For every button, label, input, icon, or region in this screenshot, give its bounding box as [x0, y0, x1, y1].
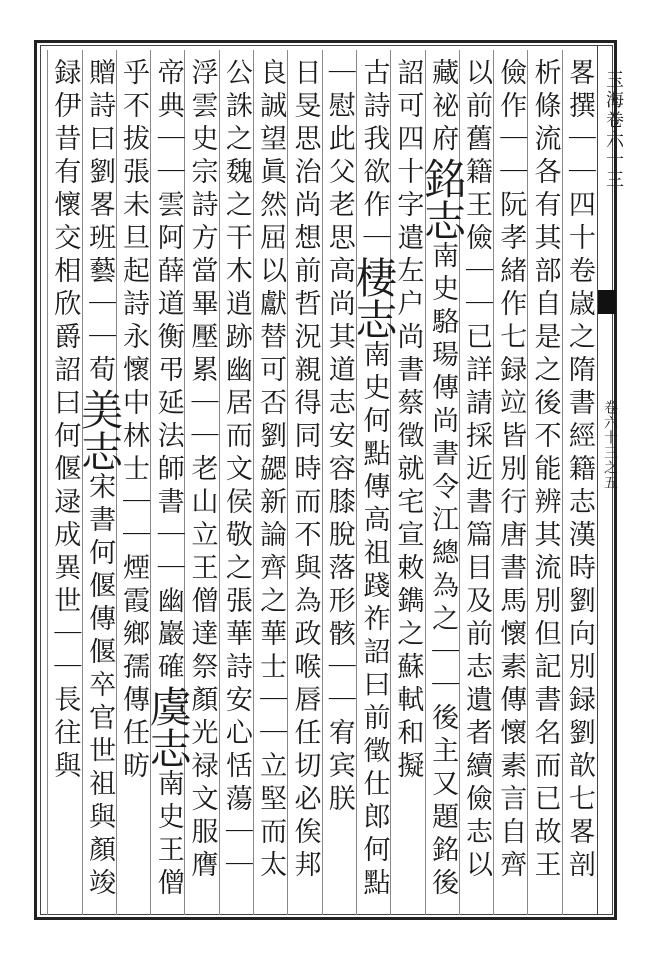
column-text: [289, 58, 321, 883]
text-column: [253, 50, 287, 915]
text-column: [562, 50, 596, 915]
text-segment: 宋書何偃傳偃卒官世祖與顏竣: [84, 472, 116, 901]
text-column: [47, 50, 81, 915]
text-column: [493, 50, 527, 915]
text-segment: 儉作｜｜阮孝緒作七録竝皆別行唐書馬懷素傳懷素言自齊: [495, 58, 527, 883]
column-text: [143, 58, 193, 901]
text-segment: ｜慰此父老思: [323, 58, 355, 256]
text-segment: 詔曰何偃逯成異世｜｜長往與: [49, 355, 81, 784]
text-column: [143, 50, 193, 915]
text-segment: 古詩我欲作｜: [358, 58, 390, 256]
text-segment: 高尚其道志安容膝脫落形骸｜｜宥宾朕: [323, 256, 355, 817]
text-segment: 南史駱瑒傳尚書令江總為之｜｜後主又題銘後: [427, 241, 459, 901]
text-column: [418, 50, 468, 915]
text-segment: 録伊昔有懷交相欣爵: [49, 58, 81, 355]
text-segment: 孺傳任昉: [117, 652, 149, 784]
column-text: [563, 58, 595, 883]
text-segment: 畧撰｜｜四十卷𡻕之隋書經籍志漢時劉向別録劉歆七畧剖: [563, 58, 595, 883]
text-segment: 以前舊籍王儉｜｜已詳請採近書篇目及前志遺者續儉志以: [460, 58, 492, 883]
column-text: [495, 58, 527, 883]
text-segment: 公誅之魏之干木逍跡幽居而文侯敬之張華詩安心恬蕩｜｜: [220, 58, 252, 883]
text-column: [116, 50, 150, 915]
text-segment: 藏祕府: [427, 58, 459, 157]
column-text: [255, 58, 287, 883]
text-segment: 析條流各有其部自是之後不能辨其流別但記書名而已故王: [529, 58, 561, 883]
text-segment: 乎不拔張未旦起詩永懷中林士｜｜煙霞鄉: [117, 58, 149, 652]
text-segment: 南史何點傳高祖踐祚詔曰前徵仕郎何點: [358, 340, 390, 901]
section-heading: 銘志: [418, 157, 468, 241]
fold-volume-label: 卷六十三之五: [602, 400, 618, 490]
column-text: [49, 58, 81, 784]
fold-title: 玉海卷六十三: [603, 70, 624, 190]
text-column: [322, 50, 356, 915]
text-column: [184, 50, 218, 915]
section-heading: 虞志: [143, 685, 193, 769]
text-segment: 南史王僧: [152, 769, 184, 901]
column-text: [75, 58, 125, 901]
text-segment: 贈詩曰劉畧班藝｜｜荀: [84, 58, 116, 388]
section-heading: 美志: [75, 388, 125, 472]
section-heading: 棲志: [349, 256, 399, 340]
text-segment: 日旻思治尚想前哲況親得同時而不與為政喉唇任切必俟邦: [289, 58, 321, 883]
text-segment: 良誠望眞然屈以獻替可否劉勰新論齊之華士｜｜立堅而太: [255, 58, 287, 883]
text-segment: 詔可: [392, 58, 424, 124]
column-text: [220, 58, 252, 883]
text-column: [219, 50, 253, 915]
column-text: [349, 58, 399, 901]
fold-fishtail-mark: [598, 290, 616, 314]
column-text: [323, 58, 355, 817]
text-column: [287, 50, 321, 915]
column-text: [392, 58, 424, 784]
column-text: [529, 58, 561, 883]
text-segment: 四十字遣左户尚書蔡徵就宅宣敕鐫之蘇軾和擬: [392, 124, 424, 784]
column-text: [418, 58, 468, 901]
text-column: [527, 50, 561, 915]
text-column: [349, 50, 399, 915]
text-segment: 浮雲史宗詩方當畢壓累｜｜老山立王僧達祭顏光禄文服膺: [186, 58, 218, 883]
text-segment: 帝典｜｜雲阿薛道衡弔延法師書｜｜幽巖確: [152, 58, 184, 685]
text-column: [390, 50, 424, 915]
text-column: [75, 50, 125, 915]
